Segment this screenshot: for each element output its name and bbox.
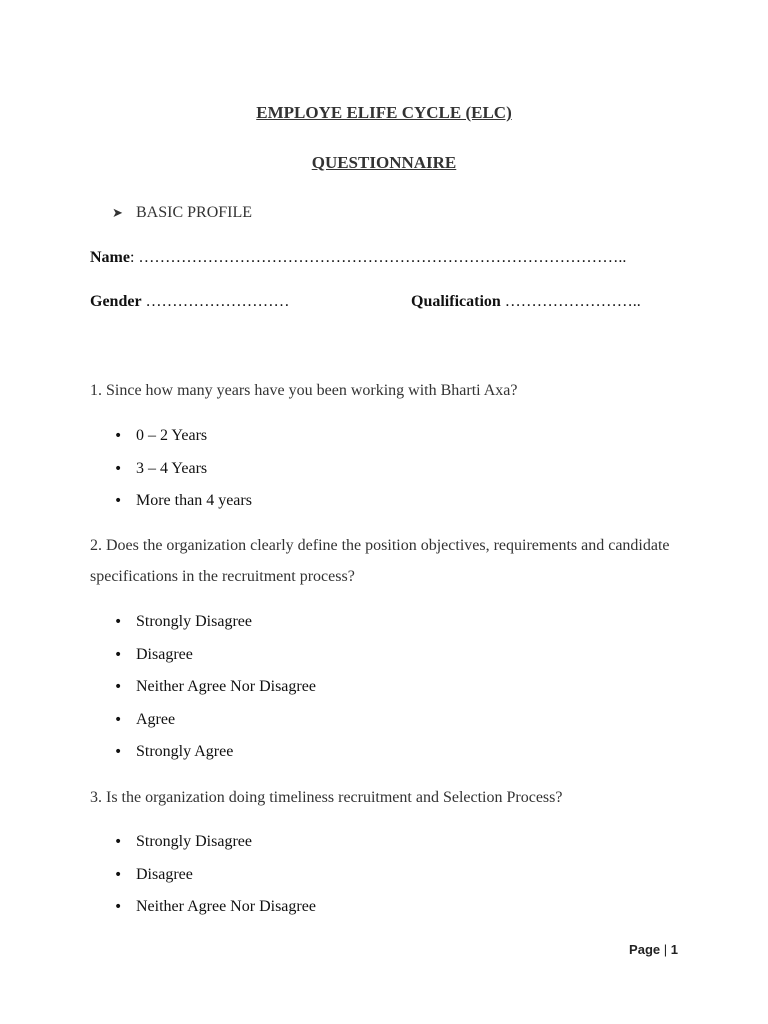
- section-heading: [112, 204, 252, 222]
- question-2: 2. Does the organization clearly define the position objectives, requirements and candidate specifications in the recruitment process?: [90, 537, 670, 585]
- option-item: • Agree: [114, 710, 316, 743]
- option-item: • More than 4 years: [114, 491, 252, 524]
- gender-field: [90, 293, 290, 311]
- option-item: • 0 – 2 Years: [114, 426, 252, 459]
- question-3-options: [114, 832, 316, 930]
- option-item: • Strongly Disagree: [114, 612, 316, 645]
- option-item: • Disagree: [114, 865, 316, 898]
- option-item: • Strongly Agree: [114, 742, 316, 775]
- arrow-right-icon: ➤: [112, 206, 123, 221]
- gender-label: Gender: [90, 293, 142, 310]
- question-2-options: [114, 612, 316, 775]
- gender-blank: ………………………: [141, 293, 290, 310]
- name-blank: : ………………………………………………………………………………..: [129, 249, 627, 266]
- page-label: Page: [629, 942, 661, 957]
- question-3: 3. Is the organization doing timeliness recruitment and Selection Process?: [90, 789, 563, 806]
- qualification-field: [411, 293, 641, 311]
- qualification-label: Qualification: [411, 293, 501, 310]
- question-1: 1. Since how many years have you been working with Bharti Axa?: [90, 382, 518, 399]
- option-item: • Neither Agree Nor Disagree: [114, 677, 316, 710]
- section-label: BASIC PROFILE: [136, 204, 253, 221]
- qualification-blank: ……………………..: [500, 293, 641, 310]
- option-item: • Disagree: [114, 645, 316, 678]
- option-item: • 3 – 4 Years: [114, 459, 252, 492]
- document-subtitle: QUESTIONNAIRE: [311, 153, 457, 172]
- option-item: • Neither Agree Nor Disagree: [114, 897, 316, 930]
- question-1-options: [114, 426, 252, 524]
- page-separator: |: [663, 942, 668, 957]
- page-number: 1: [670, 942, 678, 957]
- name-label: Name: [90, 249, 130, 266]
- option-item: • Strongly Disagree: [114, 832, 316, 865]
- page-footer: [629, 942, 678, 957]
- document-title: EMPLOYE ELIFE CYCLE (ELC): [256, 103, 512, 122]
- name-field: [90, 249, 626, 267]
